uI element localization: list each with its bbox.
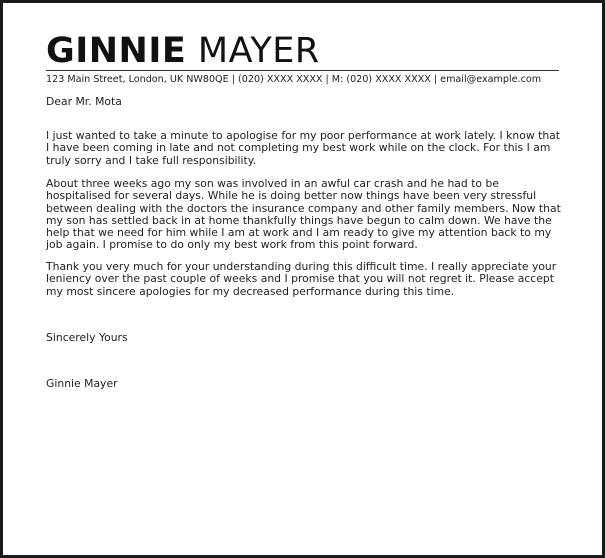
- header-divider: [46, 70, 559, 71]
- salutation: Dear Mr. Mota: [46, 95, 122, 108]
- paragraph-1: I just wanted to take a minute to apologise for my poor performance at work lately. I know that I have been coming in late and not completing my best work while on the clock. For this I am truly sorry and I take full responsibility.: [46, 129, 561, 167]
- last-name: [186, 31, 319, 71]
- paragraph-3: Thank you very much for your understanding during this difficult time. I really appreciate your leniency over the past couple of weeks and I promise that you will not regret it. Please accept my most sincere apologies for my decreased performance during this time.: [46, 260, 557, 298]
- first-name: GINNIE: [46, 31, 187, 71]
- closing: Sincerely Yours: [46, 331, 128, 344]
- last-name-text: MAYER: [197, 31, 320, 71]
- paragraph-2: About three weeks ago my son was involved in an awful car crash and he had to be hospitalised for several days. While he is doing better now things have been very stressful between dealing with the doctors the insurance company and other family members. Now that my son has settled back in at home thankfully things have begun to calm down. We have the help that we need for him while I am at work and I am ready to give my attention back to my job again. I promise to do only my best work from this point forward.: [46, 177, 561, 252]
- contact-line: 123 Main Street, London, UK NW80QE | (020) XXXX XXXX | M: (020) XXXX XXXX | email@example.com: [46, 74, 542, 85]
- signature: Ginnie Mayer: [46, 377, 118, 390]
- letterhead-name: [46, 31, 320, 71]
